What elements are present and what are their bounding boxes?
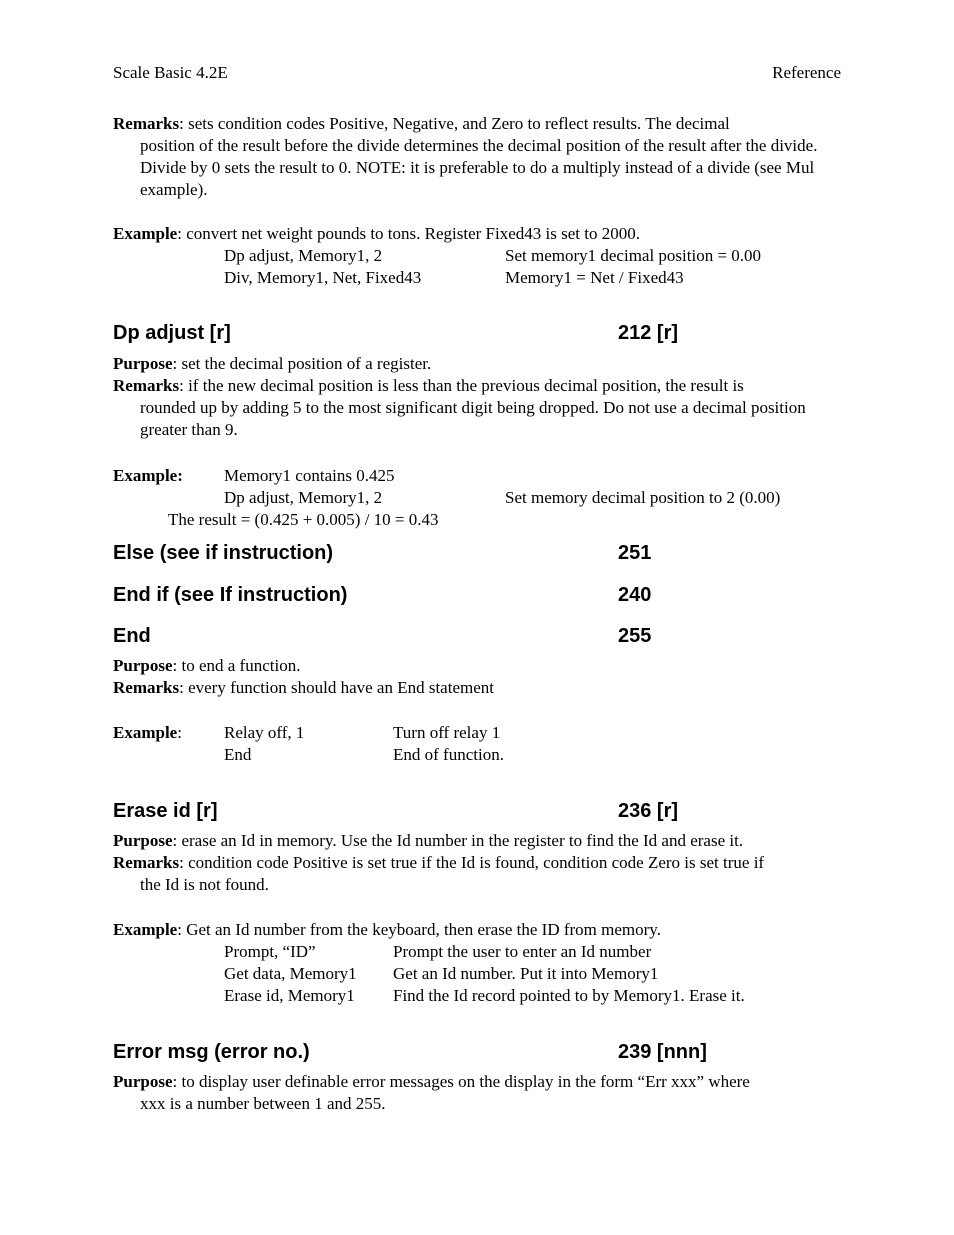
example-label: Example — [113, 920, 178, 939]
remarks-label: Remarks — [113, 853, 180, 872]
purpose-text: : to end a function. — [172, 656, 301, 675]
code-line: Get data, Memory1 — [224, 964, 357, 983]
section-code-erase-id: 236 [r] — [618, 800, 679, 822]
section-code-end: 255 — [618, 625, 652, 647]
section-code-end-if: 240 — [618, 584, 652, 606]
purpose-label: Purpose — [113, 1072, 173, 1091]
purpose-label: Purpose — [113, 831, 173, 850]
code-line: Dp adjust, Memory1, 2 — [224, 488, 383, 507]
section-title-end: End — [113, 625, 151, 647]
example-label: Example — [113, 224, 178, 243]
section-title-end-if: End if (see If instruction) — [113, 584, 348, 606]
section-code-dp-adjust: 212 [r] — [618, 322, 679, 344]
example-colon: : — [177, 723, 182, 742]
error-msg-purpose — [113, 1071, 843, 1115]
purpose-continuation: xxx is a number between 1 and 255. — [140, 1094, 386, 1113]
dp-adjust-remarks — [113, 375, 843, 441]
code-comment: Set memory1 decimal position = 0.00 — [505, 246, 762, 265]
erase-id-remarks — [113, 852, 843, 896]
code-line: Erase id, Memory1 — [224, 986, 355, 1005]
section-title-error-msg: Error msg (error no.) — [113, 1041, 310, 1063]
purpose-text: : set the decimal position of a register. — [172, 354, 432, 373]
end-remarks — [113, 677, 494, 699]
code-line: End — [224, 745, 252, 764]
code-comment: Memory1 = Net / Fixed43 — [505, 268, 684, 287]
section-title-dp-adjust: Dp adjust [r] — [113, 322, 231, 344]
example-label: Example — [113, 723, 178, 742]
section-title-else: Else (see if instruction) — [113, 542, 334, 564]
remarks-text: : every function should have an End statement — [179, 678, 494, 697]
remarks-label: Remarks — [113, 376, 180, 395]
remarks-label: Remarks — [113, 114, 180, 133]
code-line: Memory1 contains 0.425 — [224, 466, 395, 485]
end-example-label — [113, 722, 182, 744]
code-comment: Turn off relay 1 — [393, 723, 501, 742]
remarks-continuation: rounded up by adding 5 to the most significant digit being dropped. Do not use a decimal position greater than 9. — [140, 398, 806, 439]
example-label: Example: — [113, 466, 183, 485]
remarks-continuation: position of the result before the divide determines the decimal position of the result after the divide. Divide by 0 sets the result to 0. NOTE: it is preferable to do a multiply instead of a divide (see Mul example). — [140, 136, 818, 199]
code-line: Relay off, 1 — [224, 723, 305, 742]
code-comment: Set memory decimal position to 2 (0.00) — [505, 488, 781, 507]
purpose-text: : erase an Id in memory. Use the Id number in the register to find the Id and erase it. — [172, 831, 744, 850]
erase-id-example — [113, 919, 661, 941]
purpose-text: : to display user definable error messages on the display in the form “Err xxx” where — [172, 1072, 750, 1091]
remarks-text: : if the new decimal position is less than the previous decimal position, the result is — [179, 376, 744, 395]
example-text: : convert net weight pounds to tons. Register Fixed43 is set to 2000. — [177, 224, 640, 243]
remarks-continuation: the Id is not found. — [140, 875, 269, 894]
purpose-label: Purpose — [113, 656, 173, 675]
dp-adjust-purpose — [113, 353, 431, 375]
erase-id-purpose — [113, 830, 743, 852]
end-purpose — [113, 655, 300, 677]
code-comment: Get an Id number. Put it into Memory1 — [393, 964, 659, 983]
code-line: Div, Memory1, Net, Fixed43 — [224, 268, 422, 287]
remarks-text: : sets condition codes Positive, Negative, and Zero to reflect results. The decimal — [179, 114, 730, 133]
code-line: Prompt, “ID” — [224, 942, 316, 961]
example-text: : Get an Id number from the keyboard, then erase the ID from memory. — [177, 920, 661, 939]
code-comment: Prompt the user to enter an Id number — [393, 942, 652, 961]
div-remarks — [113, 113, 843, 201]
header-section: Reference — [772, 63, 841, 82]
section-code-error-msg: 239 [nnn] — [618, 1041, 707, 1063]
code-comment: End of function. — [393, 745, 504, 764]
section-code-else: 251 — [618, 542, 652, 564]
remarks-text: : condition code Positive is set true if the Id is found, condition code Zero is set true if — [179, 853, 765, 872]
remarks-label: Remarks — [113, 678, 180, 697]
purpose-label: Purpose — [113, 354, 173, 373]
result-line: The result = (0.425 + 0.005) / 10 = 0.43 — [168, 510, 439, 529]
header-title: Scale Basic 4.2E — [113, 63, 228, 82]
div-example — [113, 223, 640, 245]
code-line: Dp adjust, Memory1, 2 — [224, 246, 383, 265]
section-title-erase-id: Erase id [r] — [113, 800, 218, 822]
code-comment: Find the Id record pointed to by Memory1. Erase it. — [393, 986, 745, 1005]
